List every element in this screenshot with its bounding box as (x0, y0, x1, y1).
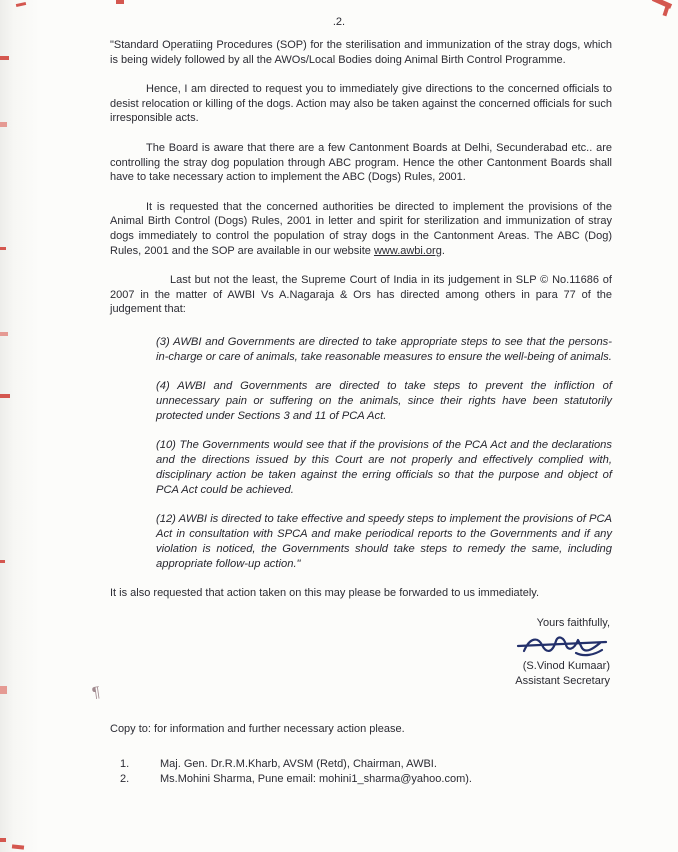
scan-mark (0, 56, 9, 60)
scan-mark (0, 122, 7, 127)
list-item (120, 772, 612, 788)
list-item-number: 2. (120, 773, 130, 785)
paragraph-hence: Hence, I am directed to request you to immediately give directions to the concerned officials to desist relocation or killing of the dogs. Action may also be taken against the concerned officials for such irresponsible acts. (110, 83, 612, 125)
signature-block (110, 616, 612, 689)
paragraph-sop: "Standard Operatiing Procedures (SOP) for the sterilisation and immunization of the stray dogs, which is being widely followed by all the AWOs/Local Bodies doing Animal Birth Control Programme. (110, 39, 612, 66)
quote-para-10: (10) The Governments would see that if the provisions of the PCA Act and the declarations and the directions issued by this Court are not properly and effectively complied with, disciplinary action be taken against the erring officials so that the purpose and object of PCA Act could be achieved. (156, 438, 612, 496)
signatory-name: (S.Vinod Kumaar) (522, 659, 610, 672)
list-item (120, 757, 612, 773)
scan-mark (663, 6, 670, 17)
scan-mark (0, 247, 6, 250)
scan-mark (0, 838, 6, 842)
paragraph-requested-period: . (441, 244, 445, 257)
scan-mark (12, 844, 24, 849)
list-item-text: Ms.Mohini Sharma, Pune email: mohini1_sharma@yahoo.com). (160, 773, 472, 785)
scan-mark (116, 0, 124, 4)
quote-para-3: (3) AWBI and Governments are directed to take appropriate steps to see that the persons-in-charge or care of animals, take reasonable measures to ensure the well-being of animals. (156, 335, 612, 363)
quote-para-4: (4) AWBI and Governments are directed to take steps to prevent the infliction of unnecessary pain or suffering on the animals, since their rights have been statutorily protected under Sections 3 and 11 of PCA Act. (156, 379, 612, 422)
page-number: .2. (332, 16, 346, 28)
signature-scribble-icon (514, 633, 610, 659)
list-item-number: 1. (120, 757, 130, 770)
scan-mark (0, 686, 7, 694)
quote-para-12: (12) AWBI is directed to take effective and speedy steps to implement the provisions of PCA Act in consultation with SPCA and make periodical reports to the Governments and if any violation is noticed, the Governments should take steps to remedy the same, including appropriate follow-up action." (156, 512, 612, 570)
paragraph-requested-text: It is requested that the concerned authorities be directed to implement the provisions of the Animal Birth Control (Dogs) Rules, 2001 in letter and spirit for sterilization and immunization of stray dogs immediately to control the population of stray dogs in the Cantonment Areas. The ABC (Dog) Rules, 2001 and the SOP are available in our website (110, 200, 612, 257)
copy-to-list (120, 757, 612, 788)
scan-mark (0, 332, 8, 336)
paragraph-requested (110, 200, 612, 258)
scan-mark (0, 394, 10, 398)
scan-mark (0, 560, 5, 563)
judgement-quotes (156, 335, 612, 572)
valediction: Yours faithfully, (536, 616, 610, 629)
awbi-website-link[interactable]: www.awbi.org (373, 244, 442, 257)
signatory-title: Assistant Secretary (515, 674, 610, 687)
paragraph-supreme-court: Last but not the least, the Supreme Court of India in its judgement in SLP © No.11686 of 2007 in the matter of AWBI Vs A.Nagaraja & Ors has directed among others in para 77 of the judgement that: (110, 274, 612, 316)
closing-request: It is also requested that action taken on this may please be forwarded to us immediately. (110, 586, 540, 599)
copy-to-heading: Copy to: for information and further necessary action please. (110, 722, 405, 735)
paragraph-board: The Board is aware that there are a few Cantonment Boards at Delhi, Secunderabad etc.. are controlling the stray dog population through ABC program. Hence the other Cantonment Boards shall have to take necessary action to implement the ABC (Dogs) Rules, 2001. (110, 141, 612, 184)
letter-body (110, 38, 612, 788)
pencil-mark: ¶ (90, 683, 102, 702)
scan-mark (16, 2, 26, 7)
scan-mark (652, 0, 672, 9)
list-item-text: Maj. Gen. Dr.R.M.Kharb, AVSM (Retd), Chairman, AWBI. (160, 757, 437, 770)
